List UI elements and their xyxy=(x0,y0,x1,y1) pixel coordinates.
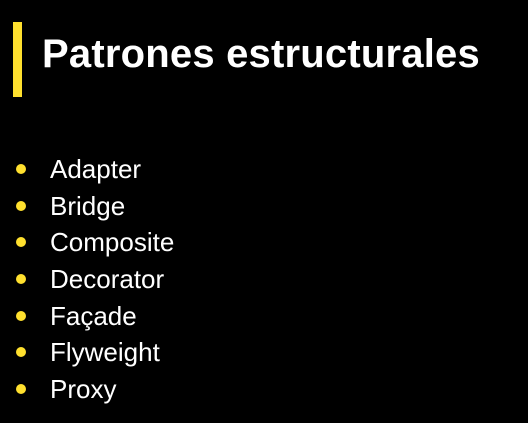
list-item-label: Bridge xyxy=(50,190,126,221)
bullet-icon xyxy=(16,274,26,284)
bullet-icon xyxy=(16,164,26,174)
list-item-label: Flyweight xyxy=(50,337,160,368)
list-item-label: Composite xyxy=(50,227,175,258)
bullet-icon xyxy=(16,201,26,211)
list-item-label: Adapter xyxy=(50,154,142,185)
title-accent-bar xyxy=(13,22,22,97)
bullet-icon xyxy=(16,347,26,357)
bullet-icon xyxy=(16,311,26,321)
list-item-label: Decorator xyxy=(50,264,165,295)
list-item-label: Proxy xyxy=(50,373,117,404)
bullet-icon xyxy=(16,237,26,247)
bullet-icon xyxy=(16,384,26,394)
list-item-label: Façade xyxy=(50,300,137,331)
slide-title: Patrones estructurales xyxy=(42,32,480,76)
